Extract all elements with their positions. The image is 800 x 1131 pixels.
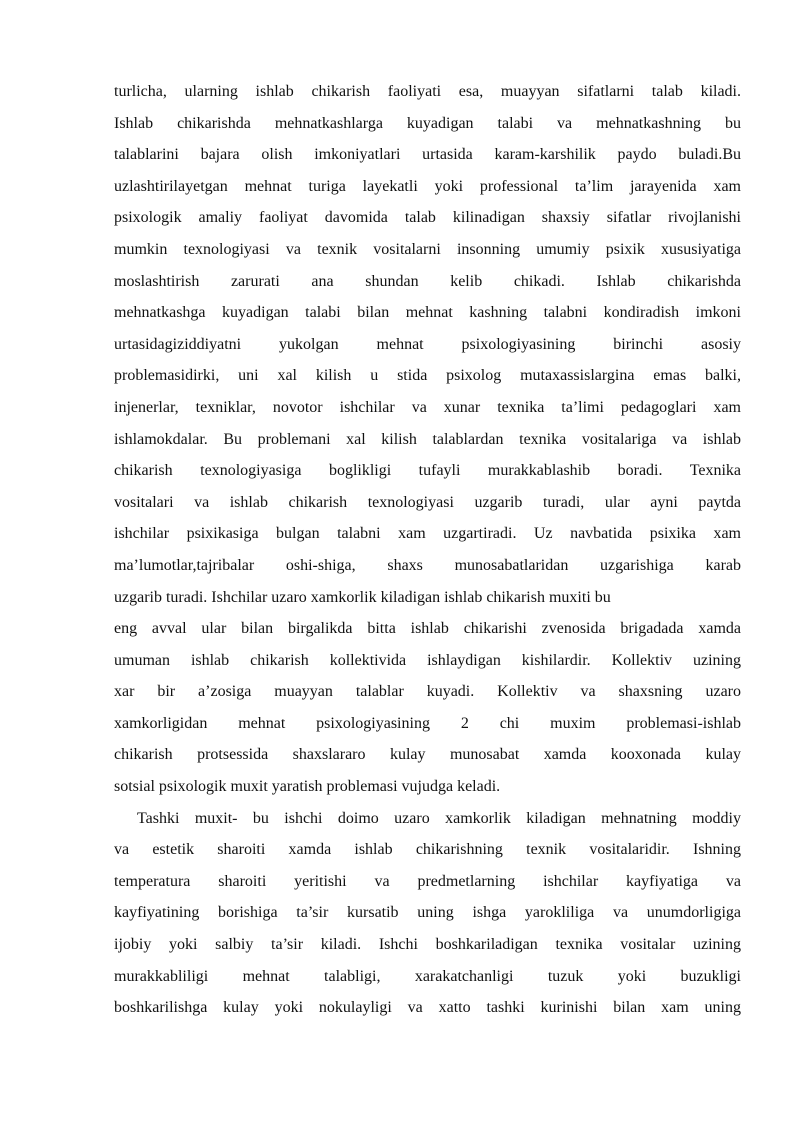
text-line: kayfiyatining borishiga ta’sir kursatib uning ishga yarokliliga va unumdorligiga (114, 904, 741, 922)
text-line: murakkabliligi mehnat talabligi, xarakatchanligi tuzuk yoki buzukligi (114, 967, 741, 985)
text-line: psixologik amaliy faoliyat davomida talab kilinadigan shaxsiy sifatlar rivojlanishi (114, 209, 741, 227)
text-line: ma’lumotlar,tajribalar oshi-shiga, shaxs munosabatlaridan uzgarishiga karab (114, 556, 741, 574)
text-line: Ishlab chikarishda mehnatkashlarga kuyadigan talabi va mehnatkashning bu (114, 114, 741, 132)
text-line: mehnatkashga kuyadigan talabi bilan mehnat kashning talabni kondiradish imkoni (114, 304, 741, 322)
text-line: vositalari va ishlab chikarish texnologiyasi uzgarib turadi, ular ayni paytda (114, 493, 741, 511)
text-line: chikarish texnologiyasiga boglikligi tufayli murakkablashib boradi. Texnika (114, 462, 741, 480)
text-line: boshkarilishga kulay yoki nokulayligi va xatto tashki kurinishi bilan xam uning (114, 999, 741, 1017)
text-line: uzgarib turadi. Ishchilar uzaro xamkorlik kiladigan ishlab chikarish muxiti bu (114, 588, 611, 606)
text-line: turlicha, ularning ishlab chikarish faoliyati esa, muayyan sifatlarni talab kiladi. (114, 83, 741, 100)
text-line: umuman ishlab chikarish kollektivida ishlaydigan kishilardir. Kollektiv uzining (114, 651, 741, 669)
text-line: eng avval ular bilan birgalikda bitta ishlab chikarishi zvenosida brigadada xamda (114, 620, 741, 638)
text-line: uzlashtirilayetgan mehnat turiga layekatli yoki professional ta’lim jarayenida xam (114, 177, 741, 195)
paragraph-first-line: Tashki muxit- bu ishchi doimo uzaro xamkorlik kiladigan mehnatning moddiy (137, 809, 741, 827)
text-line: va estetik sharoiti xamda ishlab chikarishning texnik vositalaridir. Ishning (114, 841, 741, 859)
text-line: injenerlar, texniklar, novotor ishchilar va xunar texnika ta’limi pedagoglari xam (114, 398, 741, 416)
text-line: ijobiy yoki salbiy ta’sir kiladi. Ishchi boshkariladigan texnika vositalar uzining (114, 936, 741, 954)
text-line: sotsial psixologik muxit yaratish problemasi vujudga keladi. (114, 778, 501, 796)
text-line: xar bir a’zosiga muayyan talablar kuyadi. Kollektiv va shaxsning uzaro (114, 683, 741, 701)
text-line: mumkin texnologiyasi va texnik vositalarni insonning umumiy psixik xususiyatiga (114, 240, 741, 258)
text-line: urtasidagiziddiyatni yukolgan mehnat psixologiyasining birinchi asosiy (114, 335, 741, 353)
text-line: chikarish protsessida shaxslararo kulay munosabat xamda kooxonada kulay (114, 746, 741, 764)
text-line: temperatura sharoiti yeritishi va predmetlarning ishchilar kayfiyatiga va (114, 872, 741, 890)
text-line: ishlamokdalar. Bu problemani xal kilish talablardan texnika vositalariga va ishlab (114, 430, 741, 448)
text-line: moslashtirish zarurati ana shundan kelib chikadi. Ishlab chikarishda (114, 272, 741, 290)
body-text (114, 76, 741, 1024)
text-line: problemasidirki, uni xal kilish u stida psixolog mutaxassislargina emas balki, (114, 367, 741, 385)
text-line: xamkorligidan mehnat psixologiyasining 2 chi muxim problemasi-ishlab (114, 714, 741, 732)
text-line: ishchilar psixikasiga bulgan talabni xam uzgartiradi. Uz navbatida psixika xam (114, 525, 741, 543)
text-line: talablarini bajara olish imkoniyatlari urtasida karam-karshilik paydo buladi.Bu (114, 146, 741, 164)
